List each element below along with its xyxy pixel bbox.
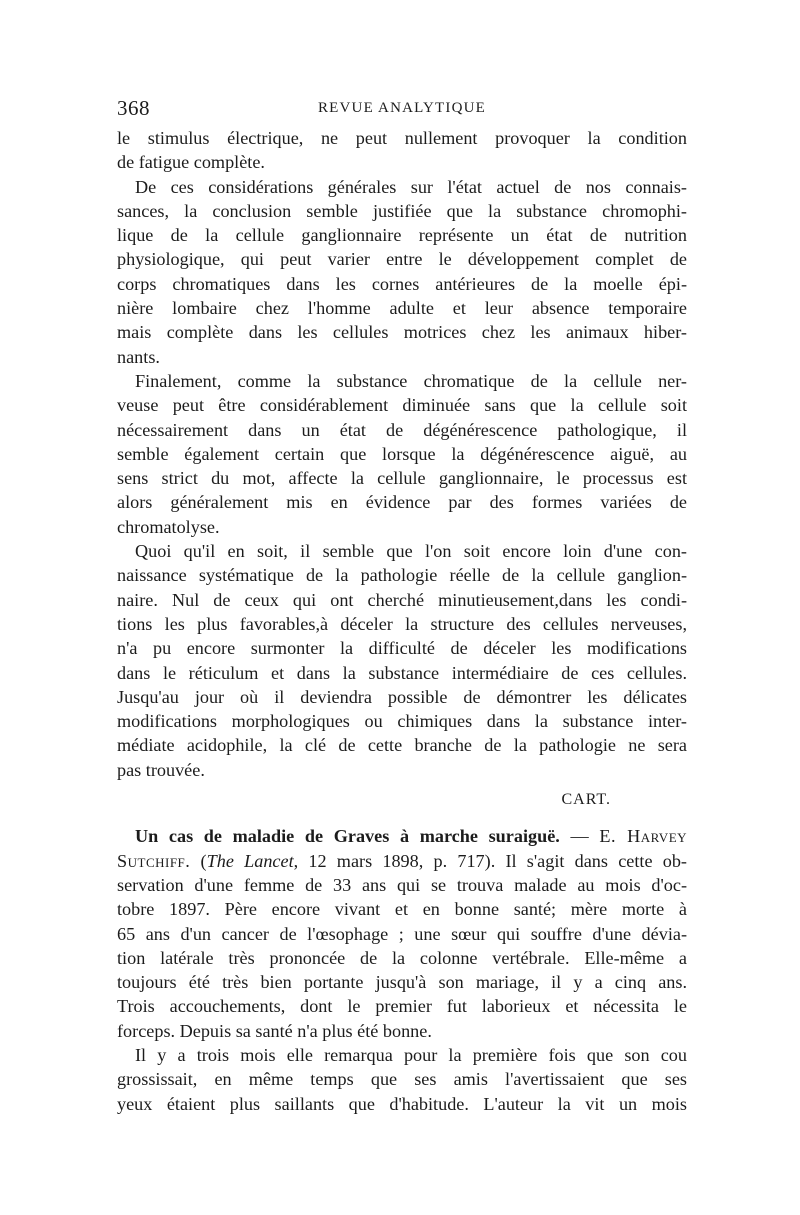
article-author-first: E. Harvey — [599, 826, 688, 847]
article-citation-line — [117, 849, 687, 873]
text-line: grossissait, en même temps que ses amis l'avertissaient que ses — [117, 1069, 687, 1090]
citation-line-rest: Il s'agit dans cette ob- — [495, 850, 687, 871]
paragraph-considerations — [117, 175, 687, 369]
paragraph-quoi-quil — [117, 539, 687, 782]
text-line: chromatolyse. — [117, 516, 220, 537]
article-author-last: Sutchiff. — [117, 850, 191, 871]
citation-details: , 12 mars 1898, p. 717). — [293, 850, 496, 871]
text-line: naire. Nul de ceux qui ont cherché minutieusement,dans les condi- — [117, 589, 687, 610]
text-line: tobre 1897. Père encore vivant et en bonne santé; mère morte à — [117, 899, 687, 920]
title-dash: — — [559, 826, 600, 847]
text-line: corps chromatiques dans les cornes antérieures de la moelle épi- — [117, 273, 687, 294]
article-graves — [117, 824, 687, 1116]
text-line: Jusqu'au jour où il deviendra possible de démontrer les délicates — [117, 686, 687, 707]
text-line: nière lombaire chez l'homme adulte et leur absence temporaire — [117, 298, 687, 319]
text-line: le stimulus électrique, ne peut nullement provoquer la condition — [117, 128, 687, 148]
page-number: 368 — [117, 96, 150, 120]
citation-open: ( — [190, 850, 207, 871]
text-line: mais complète dans les cellules motrices chez les animaux hiber- — [117, 322, 687, 343]
text-line: naissance systématique de la pathologie réelle de la cellule ganglion- — [117, 565, 687, 586]
text-line: nécessairement dans un état de dégénérescence pathologique, il — [117, 419, 687, 440]
text-line: toujours été très bien portante jusqu'à son mariage, il y a cinq ans. — [117, 972, 687, 993]
journal-name: The Lancet — [206, 850, 294, 871]
text-line: nants. — [117, 346, 160, 367]
article-heading-line — [117, 824, 687, 848]
article-title: Un cas de maladie de Graves à marche suraiguë. — [135, 826, 560, 847]
author-signature: CART. — [561, 791, 611, 809]
paragraph-finalement — [117, 369, 687, 539]
text-line: médiate acidophile, la clé de cette branche de la pathologie ne sera — [117, 735, 687, 756]
text-line: n'a pu encore surmonter la difficulté de déceler les modifications — [117, 638, 687, 659]
text-line: 65 ans d'un cancer de l'œsophage ; une sœur qui souffre d'une dévia- — [117, 923, 687, 944]
text-line: sances, la conclusion semble justifiée que la substance chromophi- — [117, 200, 687, 221]
text-line: servation d'une femme de 33 ans qui se trouva malade au mois d'oc- — [117, 874, 687, 895]
page-header — [117, 96, 687, 126]
text-line: Finalement, comme la substance chromatique de la cellule ner- — [135, 370, 687, 391]
text-line: lique de la cellule ganglionnaire représente un état de nutrition — [117, 225, 687, 246]
text-line: veuse peut être considérablement diminuée sans que la cellule soit — [117, 395, 687, 416]
text-line: de fatigue complète. — [117, 152, 265, 173]
text-line: Trois accouchements, dont le premier fut laborieux et nécessita le — [117, 996, 687, 1017]
running-head: REVUE ANALYTIQUE — [317, 100, 487, 116]
text-line: tion latérale très prononcée de la colonne vertébrale. Elle-même a — [117, 947, 687, 968]
body-text — [117, 126, 687, 1116]
paragraph-continuation — [117, 126, 687, 175]
text-line: tions les plus favorables,à déceler la structure des cellules nerveuses, — [117, 613, 687, 634]
text-line: yeux étaient plus saillants que d'habitude. L'auteur la vit un mois — [117, 1093, 687, 1114]
text-line: alors généralement mis en évidence par des formes variées de — [117, 492, 687, 513]
text-line: forceps. Depuis sa santé n'a plus été bonne. — [117, 1020, 432, 1041]
text-line: Quoi qu'il en soit, il semble que l'on soit encore loin d'une con- — [135, 541, 687, 562]
text-line: De ces considérations générales sur l'état actuel de nos connais- — [135, 176, 687, 197]
text-line: physiologique, qui peut varier entre le développement complet de — [117, 249, 687, 270]
text-line: semble également certain que lorsque la dégénérescence aiguë, au — [117, 443, 687, 464]
text-line: modifications morphologiques ou chimiques dans la substance inter- — [117, 711, 687, 732]
section-gap — [117, 812, 687, 824]
text-line: Il y a trois mois elle remarqua pour la première fois que son cou — [135, 1044, 687, 1065]
text-line: pas trouvée. — [117, 759, 205, 780]
text-line: sens strict du mot, affecte la cellule ganglionnaire, le processus est — [117, 468, 687, 489]
text-line: dans le réticulum et dans la substance intermédiaire de ces cellules. — [117, 662, 687, 683]
